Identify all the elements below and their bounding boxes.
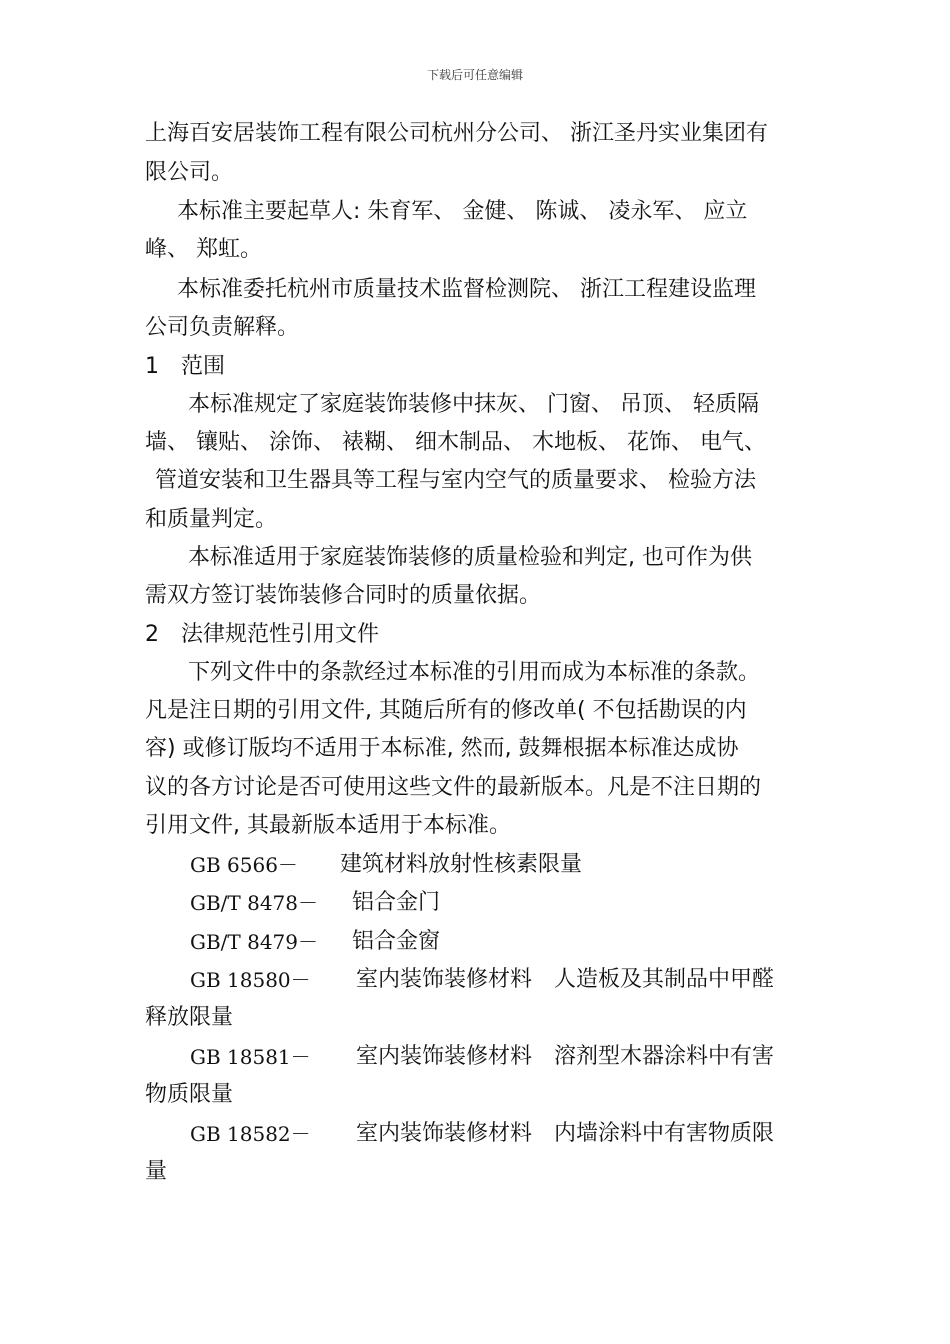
- reference-code: GB 6566－: [190, 853, 298, 877]
- reference-title: 铝合金窗: [352, 929, 441, 954]
- paragraph-line: 下列文件中的条款经过本标准的引用而成为本标准的条款。: [188, 660, 761, 685]
- paragraph-line: 峰、 郑虹。: [145, 237, 262, 262]
- reference-code: GB 18580－: [190, 968, 311, 992]
- reference-code: GB 18581－: [190, 1045, 311, 1069]
- reference-title: 室内装饰装修材料 溶剂型木器涂料中有害: [356, 1044, 775, 1069]
- reference-title: 室内装饰装修材料 内墙涂料中有害物质限: [356, 1121, 775, 1146]
- paragraph-line: 引用文件, 其最新版本适用于本标准。: [145, 813, 511, 838]
- paragraph-line: 公司负责解释。: [145, 315, 300, 340]
- reference-code: GB/T 8479－: [190, 930, 319, 954]
- section-heading: 1 范围: [145, 354, 225, 379]
- reference-code: GB/T 8478－: [190, 891, 319, 915]
- reference-title-continued: 量: [145, 1159, 168, 1184]
- paragraph-line: 凡是注日期的引用文件, 其随后所有的修改单( 不包括勘误的内: [145, 698, 747, 723]
- paragraph-line: 上海百安居装饰工程有限公司杭州分公司、 浙江圣丹实业集团有: [145, 121, 768, 146]
- paragraph-line: 需双方签订装饰装修合同时的质量依据。: [145, 583, 542, 608]
- paragraph-line: 本标准适用于家庭装饰装修的质量检验和判定, 也可作为供: [188, 545, 752, 570]
- reference-title: 铝合金门: [352, 890, 441, 915]
- section-heading: 2 法律规范性引用文件: [145, 622, 379, 647]
- reference-title: 室内装饰装修材料 人造板及其制品中甲醛: [356, 967, 775, 992]
- paragraph-line: 本标准主要起草人: 朱育军、 金健、 陈诚、 凌永军、 应立: [177, 199, 748, 224]
- paragraph-line: 和质量判定。: [145, 507, 278, 532]
- paragraph-line: 限公司。: [145, 160, 234, 185]
- reference-title: 建筑材料放射性核素限量: [340, 852, 583, 877]
- reference-title-continued: 释放限量: [145, 1005, 234, 1030]
- reference-title-continued: 物质限量: [145, 1082, 234, 1107]
- reference-code: GB 18582－: [190, 1122, 311, 1146]
- paragraph-line: 本标准规定了家庭装饰装修中抹灰、 门窗、 吊顶、 轻质隔: [188, 392, 759, 417]
- paragraph-line: 墙、 镶贴、 涂饰、 裱糊、 细木制品、 木地板、 花饰、 电气、: [145, 430, 766, 455]
- page-header: 下载后可任意编辑: [426, 68, 523, 82]
- paragraph-line: 容) 或修订版均不适用于本标准, 然而, 鼓舞根据本标准达成协: [145, 736, 739, 761]
- paragraph-line: 本标准委托杭州市质量技术监督检测院、 浙江工程建设监理: [177, 277, 756, 302]
- paragraph-line: 管道安装和卫生器具等工程与室内空气的质量要求、 检验方法: [155, 468, 756, 493]
- paragraph-line: 议的各方讨论是否可使用这些文件的最新版本。凡是不注日期的: [145, 775, 762, 800]
